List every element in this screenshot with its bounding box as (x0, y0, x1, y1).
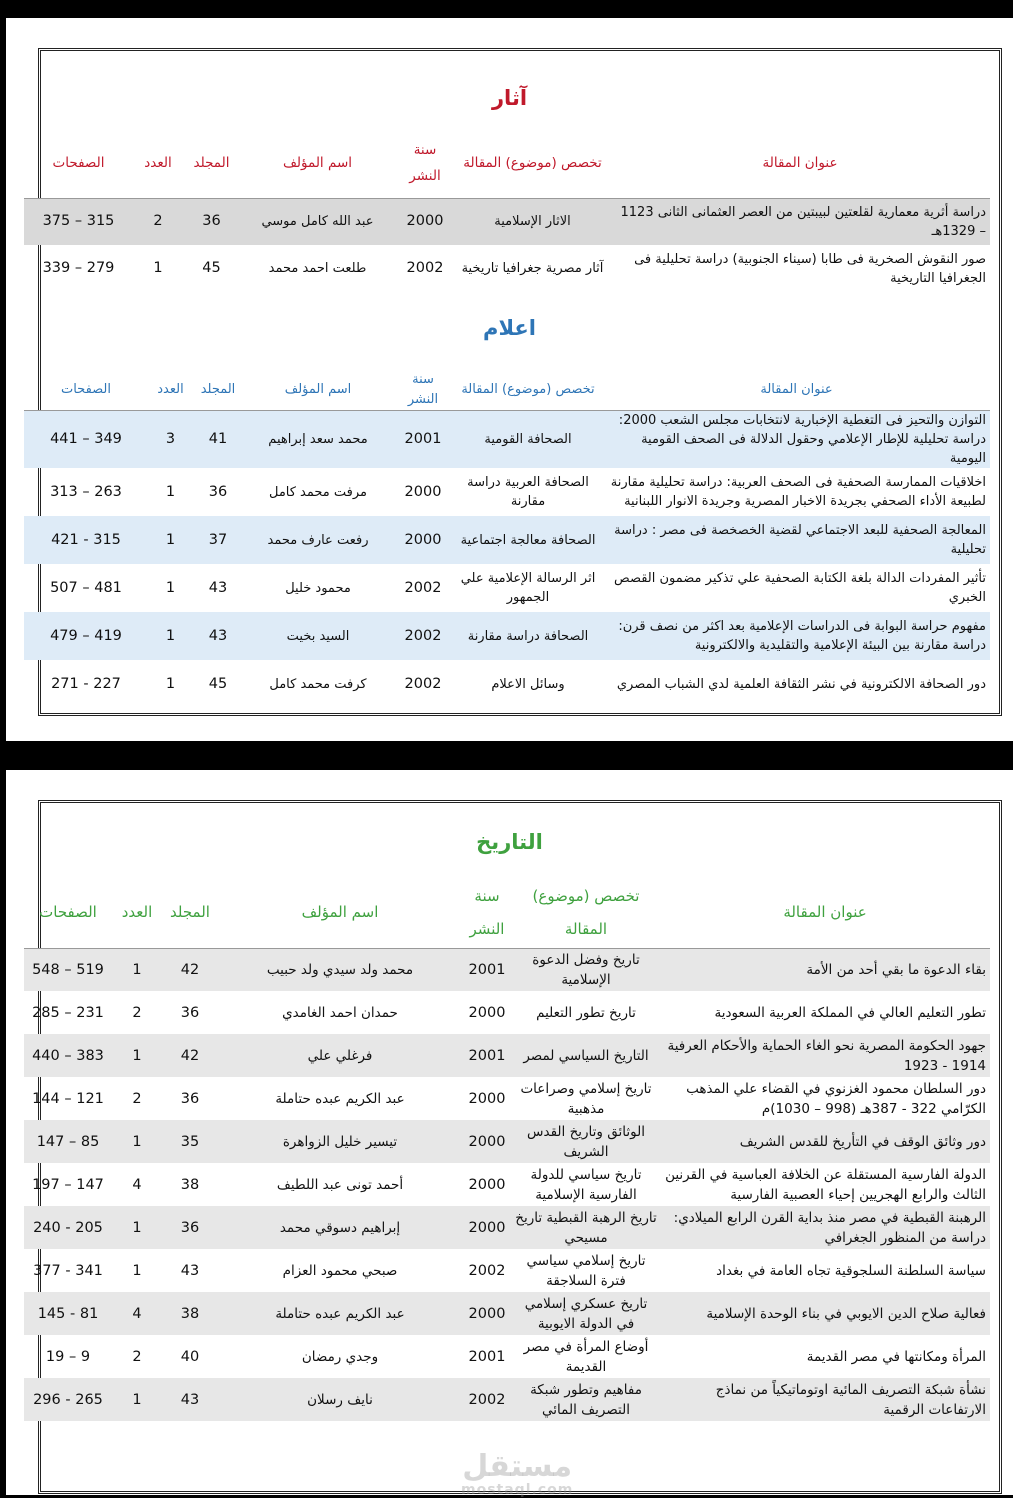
header-author: اسم المؤلف (240, 128, 395, 198)
cell-author: محمد سعد إبراهيم (243, 411, 393, 469)
header-volume: المجلد (162, 878, 218, 948)
cell-issue: 1 (165, 579, 176, 596)
cell-issue: 1 (153, 260, 163, 276)
cell-title: سياسة السلطنة السلجوقية تجاه العامة في بغداد (716, 1262, 986, 1279)
cell-volume: 38 (162, 1292, 218, 1335)
cell-pages: 315 – 375 (24, 198, 133, 245)
iealam-table (24, 370, 990, 708)
cell-issue: 1 (112, 1120, 162, 1163)
cell-pages: 315 - 421 (24, 516, 148, 564)
cell-volume: 41 (193, 411, 243, 469)
cell-title: التوازن والتحيز فى التغطية الإخبارية لانتخابات مجلس الشعب 2000: دراسة تحليلية للإطار الإعلامي وحقول الدلالة فى الصحف القومية اليومية (603, 411, 990, 469)
table-row (24, 1120, 990, 1163)
cell-title: جهود الحكومة المصرية نحو الغاء الحماية والأحكام العرفية 1914 - 1923 (660, 1034, 990, 1077)
cell-volume: 36 (208, 483, 228, 500)
cell-specialization: تاريخ سياسي للدولة الفارسية الإسلامية (530, 1166, 642, 1203)
cell-issue: 2 (132, 1004, 142, 1021)
cell-specialization: الاثار الإسلامية (455, 198, 610, 245)
cell-author: السيد بخيت (243, 612, 393, 660)
cell-author: إبراهيم دسوقي محمد (218, 1206, 462, 1249)
cell-pages: 9 – 19 (45, 1348, 91, 1365)
cell-specialization: الصحافة العربية دراسة مقارنة (467, 475, 589, 509)
table-row (24, 991, 990, 1034)
cell-author: عبد الكريم عبده حتاملة (275, 1090, 405, 1107)
cell-year: 2000 (468, 1090, 506, 1107)
cell-issue: 2 (132, 1348, 142, 1365)
cell-pages: 341 - 377 (33, 1262, 103, 1279)
cell-year: 2000 (393, 516, 453, 564)
cell-volume: 45 (208, 675, 228, 692)
cell-issue: 4 (132, 1176, 142, 1193)
cell-title: فعالية صلاح الدين الايوبي في بناء الوحدة الإسلامية (660, 1292, 990, 1335)
cell-author: أحمد تونى عبد اللطيف (276, 1176, 404, 1193)
cell-pages: 349 – 441 (24, 411, 148, 469)
header-pages: الصفحات (24, 128, 133, 198)
cell-year: 2001 (393, 411, 453, 469)
cell-volume: 45 (202, 260, 221, 276)
cell-year: 2001 (462, 948, 512, 991)
cell-title: دور السلطان محمود الغزنوي في القضاء علي المذهب الكرّامي 322 - 387هـ (998 – 1030)م (686, 1080, 986, 1117)
cell-author: محمود خليل (285, 580, 351, 596)
cell-author: حمدان احمد الغامدي (282, 1004, 398, 1021)
header-year: سنة النشر (395, 128, 455, 198)
cell-title: نشأة شبكة التصريف المائية اوتوماتيكياً من نماذج الارتفاعات الرقمية (660, 1378, 990, 1421)
cell-specialization: الصحافة دراسة مقارنة (453, 612, 603, 660)
cell-pages: 383 – 440 (24, 1034, 112, 1077)
table-header-row (24, 370, 990, 411)
cell-specialization: تاريخ عسكري إسلامي في الدولة الايوبية (512, 1292, 660, 1335)
table-row (24, 516, 990, 564)
cell-author: عبد الكريم عبده حتاملة (218, 1292, 462, 1335)
cell-specialization: تاريخ الرهبة القبطية تاريخ مسيحي (512, 1206, 660, 1249)
cell-pages: 481 – 507 (50, 579, 122, 596)
cell-author: طلعت احمد محمد (268, 261, 367, 276)
cell-year: 2001 (468, 1348, 506, 1365)
header-year: سنة النشر (462, 878, 512, 948)
cell-specialization: التاريخ السياسي لمصر (512, 1034, 660, 1077)
cell-title: دور وثائق الوقف في التأريخ للقدس الشريف (660, 1120, 990, 1163)
header-pages: الصفحات (24, 370, 148, 411)
header-author: اسم المؤلف (243, 370, 393, 411)
cell-pages: 265 - 296 (24, 1378, 112, 1421)
header-author: اسم المؤلف (218, 878, 462, 948)
cell-issue: 1 (132, 1262, 142, 1279)
cell-author: صبحي محمود العزام (282, 1262, 398, 1279)
cell-author: وجدي رمضان (301, 1348, 379, 1365)
cell-volume: 43 (180, 1262, 200, 1279)
page-two (6, 770, 1013, 1498)
athar-table (24, 128, 990, 292)
header-article-title: عنوان المقالة (660, 878, 990, 948)
table-row (24, 1249, 990, 1292)
cell-pages: 85 – 147 (24, 1120, 112, 1163)
table-row (24, 468, 990, 516)
cell-year: 2002 (406, 260, 444, 276)
cell-title: المرأة ومكانتها في مصر القديمة (806, 1348, 986, 1365)
table-row (24, 660, 990, 708)
cell-volume: 40 (180, 1348, 200, 1365)
cell-title: الرهبنة القبطية في مصر منذ بداية القرن الرابع الميلادي: دراسة من المنظور الجغرافي (660, 1206, 990, 1249)
cell-issue: 1 (148, 612, 193, 660)
table-row (24, 1034, 990, 1077)
cell-issue: 1 (165, 675, 176, 692)
cell-pages: 121 – 144 (32, 1090, 104, 1107)
header-pages: الصفحات (24, 878, 112, 948)
cell-specialization: تاريخ تطور التعليم (536, 1004, 636, 1021)
cell-specialization: آثار مصرية جغرافيا تاريخية (461, 261, 604, 276)
cell-author: محمد ولد سيدي ولد حبيب (218, 948, 462, 991)
section-title-tarikh: التاريخ (476, 830, 543, 854)
cell-volume: 43 (208, 579, 228, 596)
cell-author: تيسير خليل الزواهرة (218, 1120, 462, 1163)
table-row (24, 1335, 990, 1378)
cell-title: اخلاقيات الممارسة الصحفية فى الصحف العربية: دراسة تحليلية مقارنة لطبيعة الأداء الصحفي بجريدة الاخبار المصرية وجريدة الانوار اللبنانية (610, 475, 986, 509)
table-header-row (24, 128, 990, 198)
cell-title: دور الصحافة الالكترونية في نشر الثقافة العلمية لدي الشباب المصري (616, 676, 986, 692)
cell-title: دراسة أثرية معمارية لقلعتين لبيبتين من العصر العثمانى الثانى 1123 – 1329هـ (610, 198, 990, 245)
header-volume: المجلد (193, 370, 243, 411)
cell-volume: 38 (180, 1176, 200, 1193)
cell-volume: 43 (193, 612, 243, 660)
cell-author: رفعت عارف محمد (243, 516, 393, 564)
cell-year: 2000 (468, 1004, 506, 1021)
cell-issue: 4 (112, 1292, 162, 1335)
tarikh-table (24, 878, 990, 1421)
cell-volume: 42 (162, 948, 218, 991)
cell-specialization: وسائل الاعلام (491, 676, 565, 692)
cell-volume: 36 (180, 1090, 200, 1107)
table-row (24, 1163, 990, 1206)
cell-issue: 2 (133, 198, 183, 245)
cell-pages: 205 - 240 (24, 1206, 112, 1249)
table-row (24, 1292, 990, 1335)
cell-pages: 519 – 548 (24, 948, 112, 991)
table-row (24, 564, 990, 612)
cell-specialization: الوثائق وتاريخ القدس الشريف (512, 1120, 660, 1163)
cell-year: 2000 (462, 1292, 512, 1335)
cell-title: صور النقوش الصخرية فى طابا (سيناء الجنوبية) دراسة تحليلية فى الجغرافيا التاريخية (634, 251, 986, 286)
table-row (24, 1206, 990, 1249)
header-article-title: عنوان المقالة (610, 128, 990, 198)
header-issue: العدد (148, 370, 193, 411)
cell-year: 2002 (404, 675, 442, 692)
cell-volume: 42 (162, 1034, 218, 1077)
watermark-logo: مستقل mostaql.com (461, 1449, 574, 1498)
section-title-iealam: اعلام (483, 316, 536, 340)
header-volume: المجلد (183, 128, 240, 198)
cell-author: مرفت محمد كامل (268, 484, 368, 500)
cell-volume: 36 (183, 198, 240, 245)
cell-author: كرفت محمد كامل (269, 676, 367, 692)
cell-volume: 43 (162, 1378, 218, 1421)
cell-year: 2002 (462, 1378, 512, 1421)
table-header-row (24, 878, 990, 948)
cell-year: 2002 (404, 579, 442, 596)
cell-pages: 279 – 339 (42, 260, 115, 276)
table-row (24, 1378, 990, 1421)
cell-issue: 1 (112, 1034, 162, 1077)
cell-specialization: اثر الرسالة الإعلامية علي الجمهور (460, 571, 596, 605)
cell-issue: 1 (165, 483, 176, 500)
table-row (24, 1077, 990, 1120)
cell-specialization: تاريخ إسلامي سياسي فترة السلاجقة (526, 1252, 646, 1289)
cell-author: فرغلي علي (218, 1034, 462, 1077)
cell-specialization: تاريخ وفضل الدعوة الإسلامية (512, 948, 660, 991)
cell-year: 2000 (462, 1120, 512, 1163)
section-title-athar: آثار (491, 86, 528, 110)
cell-volume: 35 (162, 1120, 218, 1163)
cell-pages: 263 – 313 (50, 483, 122, 500)
cell-volume: 37 (193, 516, 243, 564)
cell-title: مفهوم حراسة البوابة فى الدراسات الإعلامية بعد اكثر من نصف قرن: دراسة مقارنة بين البيئة الإعلامية والتقليدية والالكترونية (603, 612, 990, 660)
cell-volume: 36 (180, 1004, 200, 1021)
header-specialization: تخصص (موضوع) المقالة (453, 370, 603, 411)
cell-issue: 1 (112, 948, 162, 991)
table-row (24, 198, 990, 245)
table-row (24, 245, 990, 292)
cell-year: 2001 (462, 1034, 512, 1077)
header-specialization: تخصص (موضوع) المقالة (455, 128, 610, 198)
table-row (24, 948, 990, 991)
cell-pages: 227 - 271 (51, 675, 121, 692)
cell-author: عبد الله كامل موسي (240, 198, 395, 245)
header-article-title: عنوان المقالة (603, 370, 990, 411)
cell-pages: 147 – 197 (32, 1176, 104, 1193)
cell-specialization: أوضاع المرأة في مصر القديمة (523, 1338, 649, 1375)
cell-volume: 36 (162, 1206, 218, 1249)
cell-year: 2000 (395, 198, 455, 245)
cell-year: 2000 (462, 1206, 512, 1249)
cell-author: نايف رسلان (218, 1378, 462, 1421)
cell-issue: 1 (112, 1206, 162, 1249)
cell-year: 2002 (468, 1262, 506, 1279)
table-row (24, 612, 990, 660)
cell-year: 2002 (393, 612, 453, 660)
table-row (24, 411, 990, 469)
cell-specialization: الصحافة القومية (453, 411, 603, 469)
cell-title: المعالجة الصحفية للبعد الاجتماعي لقضية الخصخصة فى مصر : دراسة تحليلية (603, 516, 990, 564)
cell-year: 2000 (404, 483, 442, 500)
cell-specialization: الصحافة معالجة اجتماعية (453, 516, 603, 564)
page-one (6, 18, 1013, 741)
cell-title: تأثير المفردات الدالة بلغة الكتابة الصحفية علي تذكير مضمون القصص الخبري (614, 571, 986, 605)
cell-issue: 1 (148, 516, 193, 564)
cell-issue: 3 (148, 411, 193, 469)
cell-specialization: مفاهيم وتطور شبكة التصريف المائي (512, 1378, 660, 1421)
cell-specialization: تاريخ إسلامي وصراعات مذهبية (520, 1080, 652, 1117)
cell-issue: 1 (112, 1378, 162, 1421)
header-specialization: تخصص (موضوع) المقالة (512, 878, 660, 948)
cell-issue: 2 (132, 1090, 142, 1107)
cell-pages: 231 – 285 (32, 1004, 104, 1021)
header-issue: العدد (112, 878, 162, 948)
cell-pages: 81 - 145 (24, 1292, 112, 1335)
cell-year: 2000 (468, 1176, 506, 1193)
cell-pages: 419 – 479 (24, 612, 148, 660)
header-issue: العدد (133, 128, 183, 198)
cell-title: بقاء الدعوة ما بقي أحد من الأمة (660, 948, 990, 991)
cell-title: تطور التعليم العالي في المملكة العربية السعودية (714, 1004, 986, 1021)
cell-title: الدولة الفارسية المستقلة عن الخلافة العباسية في القرنين الثالث والرابع الهجريين إحياء العصبية الفارسية (665, 1166, 986, 1203)
header-year: سنة النشر (393, 370, 453, 411)
